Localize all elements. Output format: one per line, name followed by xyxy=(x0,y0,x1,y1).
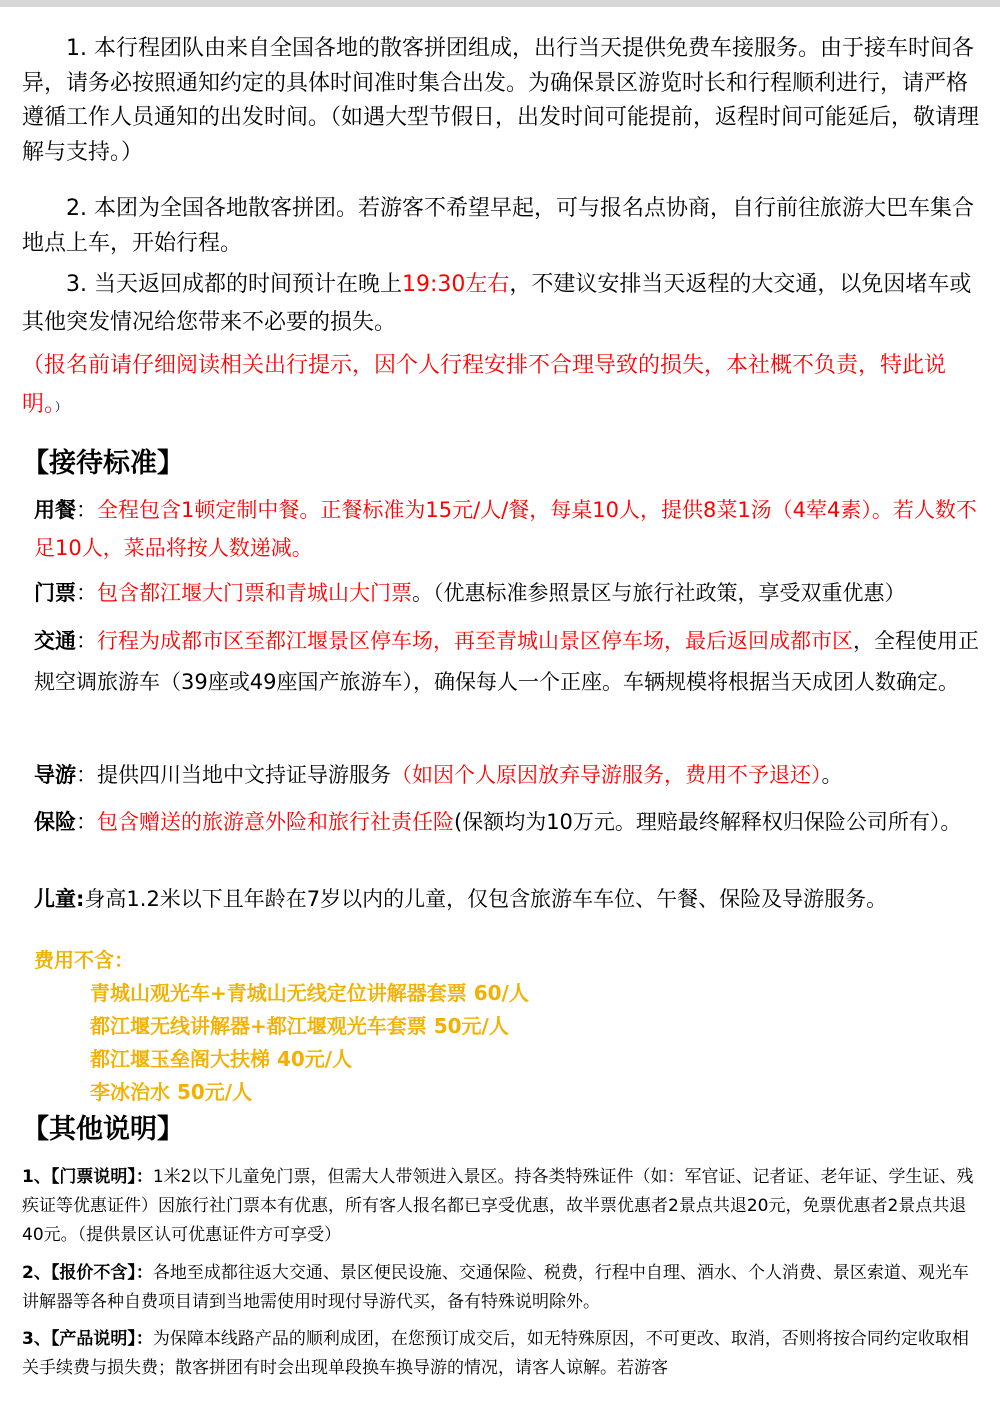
ticket-label: 门票 xyxy=(34,581,76,605)
child-row xyxy=(34,882,984,916)
fee-item: 青城山观光车+青城山无线定位讲解器套票 60/人 xyxy=(90,981,529,1005)
fee-item: 都江堰无线讲解器+都江堰观光车套票 50元/人 xyxy=(90,1014,509,1038)
return-time: 19:30左右 xyxy=(402,272,510,297)
insurance-black: (保额均为10万元。理赔最终解释权归保险公司所有）。 xyxy=(454,810,962,834)
disclaimer-close: ） xyxy=(55,400,68,414)
insurance-label: 保险 xyxy=(34,810,76,834)
meal-row xyxy=(34,491,984,567)
other-item-1-label: 1、【门票说明】： xyxy=(22,1167,153,1187)
note-3-pre: 3. 当天返回成都的时间预计在晚上 xyxy=(66,272,402,297)
reception-heading: 【接待标准】 xyxy=(22,448,184,479)
other-item-2 xyxy=(22,1259,982,1317)
guide-label: 导游 xyxy=(34,763,76,787)
meal-text: 全程包含1顿定制中餐。正餐标准为15元/人/餐，每桌10人，提供8菜1汤（4荤4素）。若人数不足10人，菜品将按人数递减。 xyxy=(34,498,977,560)
note-2: 2. 本团为全国各地散客拼团。若游客不希望早起，可与报名点协商，自行前往旅游大巴车集合地点上车，开始行程。 xyxy=(22,196,974,256)
transport-red: 行程为成都市区至都江堰景区停车场，再至青城山景区停车场，最后返回成都市区 xyxy=(97,629,853,653)
guide-row xyxy=(34,758,984,792)
insurance-colon: ： xyxy=(76,810,97,834)
other-item-1 xyxy=(22,1163,982,1250)
fee-item: 李冰治水 50元/人 xyxy=(90,1080,253,1104)
guide-red: （如因个人原因放弃导游服务，费用不予退还） xyxy=(391,763,822,787)
transport-row xyxy=(34,621,984,703)
guide-end: 。 xyxy=(821,763,843,787)
fees-heading: 费用不含： xyxy=(34,948,134,972)
disclaimer-text: （报名前请仔细阅读相关出行提示，因个人行程安排不合理导致的损失，本社概不负责，特此说明。 xyxy=(22,353,947,417)
child-text: 身高1.2米以下且年龄在7岁以内的儿童，仅包含旅游车车位、午餐、保险及导游服务。 xyxy=(84,887,888,911)
transport-colon: ： xyxy=(76,629,97,653)
guide-black: 提供四川当地中文持证导游服务 xyxy=(97,763,391,787)
child-label: 儿童: xyxy=(34,887,85,911)
note-3-post: ，不建议安排当天返程的大交通，以免因堵车或其他突发情况给您带来不必要的损失。 xyxy=(22,272,972,335)
meal-label: 用餐 xyxy=(34,498,76,522)
other-heading: 【其他说明】 xyxy=(22,1114,184,1145)
insurance-red: 包含赠送的旅游意外险和旅行社责任险 xyxy=(97,810,454,834)
meal-colon: ： xyxy=(76,498,97,522)
guide-colon: ： xyxy=(76,763,97,787)
ticket-colon: ： xyxy=(76,581,97,605)
other-item-2-text: 各地至成都往返大交通、景区便民设施、交通保险、税费，行程中自理、酒水、个人消费、景区索道、观光车讲解器等各种自费项目请到当地需使用时现付导游代买，备有特殊说明除外。 xyxy=(22,1263,969,1312)
other-item-3-label: 3、【产品说明】： xyxy=(22,1329,153,1349)
other-item-2-label: 2、【报价不含】： xyxy=(22,1263,153,1283)
ticket-row xyxy=(34,576,984,610)
top-divider-bar xyxy=(0,0,1000,7)
transport-black: ，全程使用正规空调旅游车（39座或49座国产旅游车），确保每人一个正座。车辆规模将根据当天成团人数确定。 xyxy=(34,629,979,694)
fee-item: 都江堰玉垒阁大扶梯 40元/人 xyxy=(90,1047,353,1071)
note-3 xyxy=(22,266,982,342)
transport-label: 交通 xyxy=(34,629,76,653)
ticket-red: 包含都江堰大门票和青城山大门票 xyxy=(97,581,412,605)
ticket-black: 。（优惠标准参照景区与旅行社政策，享受双重优惠） xyxy=(412,581,906,605)
other-item-3-text: 为保障本线路产品的顺利成团，在您预订成交后，如无特殊原因，不可更改、取消，否则将按合同约定收取相关手续费与损失费；散客拼团有时会出现单段换车换导游的情况，请客人谅解。若游客 xyxy=(22,1329,969,1378)
other-item-3 xyxy=(22,1325,982,1383)
insurance-row xyxy=(34,804,984,840)
other-item-1-text: 1米2以下儿童免门票，但需大人带领进入景区。持各类特殊证件（如：军官证、记者证、老年证、学生证、残疾证等优惠证件）因旅行社门票本有优惠，所有客人报名都已享受优惠，故半票优惠者2景点共退20元，免票优惠者2景点共退40元。（提供景区认可优惠证件方可享受） xyxy=(22,1167,974,1245)
disclaimer xyxy=(22,346,982,427)
fees-list xyxy=(90,977,529,1109)
note-1: 1. 本行程团队由来自全国各地的散客拼团组成，出行当天提供免费车接服务。由于接车时间各异，请务必按照通知约定的具体时间准时集合出发。为确保景区游览时长和行程顺利进行，请严格遵循工作人员通知的出发时间。（如遇大型节假日，出发时间可能提前，返程时间可能延后，敬请理解与支持。） xyxy=(22,36,980,165)
